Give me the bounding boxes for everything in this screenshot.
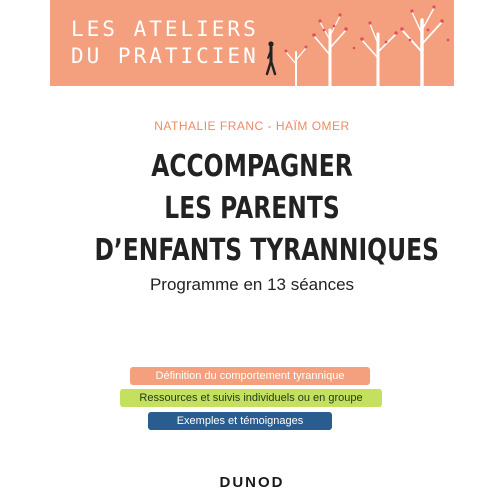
tag-resources: Ressources et suivis individuels ou en groupe xyxy=(120,389,382,407)
collection-line-1: LES ATELIERS xyxy=(71,17,259,41)
tag-examples: Exemples et témoignages xyxy=(148,412,332,430)
tree-icon xyxy=(286,8,442,86)
collection-title xyxy=(71,16,259,70)
collection-banner xyxy=(50,0,454,86)
book-cover xyxy=(50,0,454,504)
collection-line-2: DU PRATICIEN xyxy=(71,44,259,68)
publisher-logo: DUNOD xyxy=(219,474,285,491)
title-line-1: ACCOMPAGNER xyxy=(151,149,353,184)
book-title xyxy=(94,146,439,272)
title-line-3: D’ENFANTS TYRANNIQUES xyxy=(94,233,439,268)
subtitle: Programme en 13 séances xyxy=(149,275,355,294)
authors: NATHALIE FRANC - HAÏM OMER xyxy=(154,119,350,133)
tag-definition: Définition du comportement tyrannique xyxy=(130,367,370,385)
title-line-2: LES PARENTS xyxy=(164,191,340,226)
walking-person-icon xyxy=(267,41,275,74)
banner-illustration xyxy=(250,0,454,86)
